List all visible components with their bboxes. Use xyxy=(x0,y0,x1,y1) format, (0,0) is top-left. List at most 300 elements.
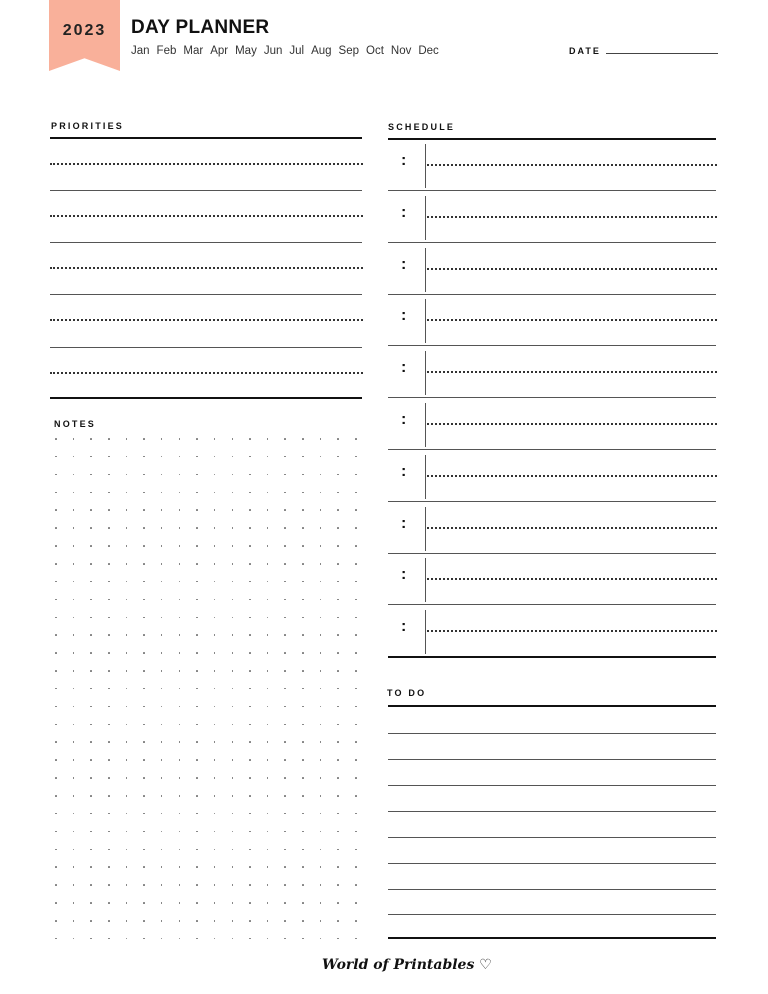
grid-dot xyxy=(108,795,110,797)
grid-dot xyxy=(355,831,357,833)
grid-dot xyxy=(284,652,286,654)
grid-dot xyxy=(196,920,198,922)
grid-dot xyxy=(73,849,75,851)
grid-dot xyxy=(55,456,57,458)
grid-dot xyxy=(73,724,75,726)
grid-dot xyxy=(55,938,57,940)
grid-dot xyxy=(267,938,269,940)
grid-dot xyxy=(196,849,198,851)
grid-dot xyxy=(196,813,198,815)
grid-dot xyxy=(55,581,57,583)
grid-dot xyxy=(161,795,163,797)
grid-dot xyxy=(214,831,216,833)
schedule-line[interactable] xyxy=(427,268,717,270)
schedule-line[interactable] xyxy=(427,216,717,218)
grid-dot xyxy=(143,777,145,779)
grid-dot xyxy=(337,706,339,708)
grid-dot xyxy=(55,438,57,440)
grid-dot xyxy=(55,509,57,511)
grid-dot xyxy=(179,509,181,511)
grid-dot xyxy=(143,741,145,743)
grid-dot xyxy=(126,545,128,547)
grid-dot xyxy=(73,527,75,529)
grid-dot xyxy=(214,724,216,726)
grid-dot xyxy=(337,438,339,440)
month-jan[interactable]: Jan xyxy=(131,45,150,57)
grid-dot xyxy=(214,920,216,922)
grid-dot xyxy=(320,938,322,940)
schedule-divider xyxy=(425,196,426,240)
schedule-line[interactable] xyxy=(427,371,717,373)
grid-dot xyxy=(55,759,57,761)
grid-dot xyxy=(302,724,304,726)
month-oct[interactable]: Oct xyxy=(366,45,384,57)
grid-dot xyxy=(337,724,339,726)
grid-dot xyxy=(143,849,145,851)
grid-dot xyxy=(196,777,198,779)
grid-dot xyxy=(161,938,163,940)
grid-dot xyxy=(179,724,181,726)
grid-dot xyxy=(337,599,339,601)
priority-line[interactable] xyxy=(50,319,363,321)
month-feb[interactable]: Feb xyxy=(156,45,177,57)
priority-divider xyxy=(50,347,362,348)
grid-dot xyxy=(232,581,234,583)
todo-line[interactable] xyxy=(388,889,716,890)
todo-line[interactable] xyxy=(388,914,716,915)
priority-line[interactable] xyxy=(50,163,363,165)
grid-dot xyxy=(320,527,322,529)
grid-dot xyxy=(179,581,181,583)
grid-dot xyxy=(355,545,357,547)
grid-dot xyxy=(232,527,234,529)
grid-dot xyxy=(90,438,92,440)
grid-dot xyxy=(90,724,92,726)
grid-dot xyxy=(73,545,75,547)
grid-dot xyxy=(249,670,251,672)
grid-dot xyxy=(90,688,92,690)
grid-dot xyxy=(249,777,251,779)
grid-dot xyxy=(355,706,357,708)
grid-dot xyxy=(108,545,110,547)
grid-dot xyxy=(320,634,322,636)
grid-dot xyxy=(320,795,322,797)
grid-dot xyxy=(232,759,234,761)
grid-dot xyxy=(302,509,304,511)
grid-dot xyxy=(249,617,251,619)
grid-dot xyxy=(355,884,357,886)
grid-dot xyxy=(55,474,57,476)
grid-dot xyxy=(55,688,57,690)
grid-dot xyxy=(320,759,322,761)
grid-dot xyxy=(284,813,286,815)
grid-dot xyxy=(249,831,251,833)
grid-dot xyxy=(108,652,110,654)
grid-dot xyxy=(337,777,339,779)
grid-dot xyxy=(302,849,304,851)
grid-dot xyxy=(73,759,75,761)
grid-dot xyxy=(214,849,216,851)
grid-dot xyxy=(108,866,110,868)
grid-dot xyxy=(55,634,57,636)
grid-dot xyxy=(161,777,163,779)
grid-dot xyxy=(196,634,198,636)
grid-dot xyxy=(90,527,92,529)
todo-line[interactable] xyxy=(388,759,716,760)
schedule-divider xyxy=(425,248,426,292)
todo-line[interactable] xyxy=(388,733,716,734)
grid-dot xyxy=(108,831,110,833)
grid-dot xyxy=(302,902,304,904)
date-field[interactable] xyxy=(606,53,718,54)
grid-dot xyxy=(126,759,128,761)
schedule-row-rule xyxy=(388,604,716,605)
month-jun[interactable]: Jun xyxy=(263,45,283,57)
grid-dot xyxy=(196,741,198,743)
grid-dot xyxy=(355,759,357,761)
priority-divider xyxy=(50,242,362,243)
grid-dot xyxy=(267,527,269,529)
priorities-bottom-rule xyxy=(50,397,362,399)
grid-dot xyxy=(249,492,251,494)
grid-dot xyxy=(196,938,198,940)
grid-dot xyxy=(232,688,234,690)
grid-dot xyxy=(320,866,322,868)
grid-dot xyxy=(196,652,198,654)
grid-dot xyxy=(355,777,357,779)
grid-dot xyxy=(249,741,251,743)
grid-dot xyxy=(196,724,198,726)
grid-dot xyxy=(90,741,92,743)
grid-dot xyxy=(108,563,110,565)
priority-line[interactable] xyxy=(50,267,363,269)
todo-line[interactable] xyxy=(388,863,716,864)
grid-dot xyxy=(320,884,322,886)
grid-dot xyxy=(55,902,57,904)
grid-dot xyxy=(214,902,216,904)
schedule-divider xyxy=(425,351,426,395)
grid-dot xyxy=(179,866,181,868)
schedule-line[interactable] xyxy=(427,319,717,321)
grid-dot xyxy=(126,438,128,440)
grid-dot xyxy=(108,902,110,904)
grid-dot xyxy=(302,492,304,494)
grid-dot xyxy=(214,688,216,690)
grid-dot xyxy=(179,902,181,904)
grid-dot xyxy=(249,724,251,726)
grid-dot xyxy=(55,849,57,851)
grid-dot xyxy=(249,849,251,851)
grid-dot xyxy=(108,706,110,708)
todo-line[interactable] xyxy=(388,837,716,838)
grid-dot xyxy=(355,741,357,743)
grid-dot xyxy=(214,438,216,440)
grid-dot xyxy=(179,759,181,761)
grid-dot xyxy=(179,706,181,708)
grid-dot xyxy=(267,706,269,708)
grid-dot xyxy=(108,741,110,743)
grid-dot xyxy=(355,724,357,726)
grid-dot xyxy=(320,652,322,654)
month-sep[interactable]: Sep xyxy=(338,45,360,57)
grid-dot xyxy=(90,866,92,868)
month-dec[interactable]: Dec xyxy=(418,45,439,57)
grid-dot xyxy=(214,545,216,547)
grid-dot xyxy=(90,920,92,922)
grid-dot xyxy=(320,902,322,904)
grid-dot xyxy=(179,527,181,529)
grid-dot xyxy=(232,902,234,904)
grid-dot xyxy=(90,492,92,494)
grid-dot xyxy=(267,724,269,726)
grid-dot xyxy=(337,456,339,458)
schedule-line[interactable] xyxy=(427,164,717,166)
grid-dot xyxy=(232,938,234,940)
grid-dot xyxy=(214,474,216,476)
grid-dot xyxy=(179,741,181,743)
grid-dot xyxy=(337,581,339,583)
grid-dot xyxy=(267,581,269,583)
grid-dot xyxy=(232,474,234,476)
grid-dot xyxy=(355,688,357,690)
grid-dot xyxy=(143,599,145,601)
grid-dot xyxy=(302,706,304,708)
grid-dot xyxy=(284,492,286,494)
grid-dot xyxy=(302,831,304,833)
time-separator: : xyxy=(401,462,407,480)
grid-dot xyxy=(355,795,357,797)
schedule-line[interactable] xyxy=(427,423,717,425)
grid-dot xyxy=(196,509,198,511)
priority-line[interactable] xyxy=(50,372,363,374)
month-jul[interactable]: Jul xyxy=(289,45,305,57)
grid-dot xyxy=(196,545,198,547)
grid-dot xyxy=(73,741,75,743)
schedule-line[interactable] xyxy=(427,475,717,477)
schedule-row-rule xyxy=(388,294,716,295)
grid-dot xyxy=(267,902,269,904)
grid-dot xyxy=(126,795,128,797)
grid-dot xyxy=(284,849,286,851)
grid-dot xyxy=(249,759,251,761)
schedule-line[interactable] xyxy=(427,630,717,632)
grid-dot xyxy=(90,474,92,476)
grid-dot xyxy=(284,688,286,690)
grid-dot xyxy=(196,866,198,868)
schedule-divider xyxy=(425,144,426,188)
grid-dot xyxy=(73,706,75,708)
grid-dot xyxy=(126,849,128,851)
grid-dot xyxy=(108,474,110,476)
priority-line[interactable] xyxy=(50,215,363,217)
grid-dot xyxy=(249,527,251,529)
grid-dot xyxy=(108,688,110,690)
grid-dot xyxy=(284,884,286,886)
grid-dot xyxy=(143,563,145,565)
grid-dot xyxy=(355,866,357,868)
grid-dot xyxy=(179,813,181,815)
grid-dot xyxy=(73,599,75,601)
grid-dot xyxy=(214,509,216,511)
grid-dot xyxy=(214,492,216,494)
grid-dot xyxy=(73,563,75,565)
grid-dot xyxy=(232,795,234,797)
grid-dot xyxy=(232,741,234,743)
grid-dot xyxy=(355,849,357,851)
todo-line[interactable] xyxy=(388,811,716,812)
grid-dot xyxy=(179,492,181,494)
month-mar[interactable]: Mar xyxy=(183,45,204,57)
grid-dot xyxy=(55,884,57,886)
month-apr[interactable]: Apr xyxy=(210,45,229,57)
grid-dot xyxy=(302,456,304,458)
grid-dot xyxy=(161,902,163,904)
schedule-row-rule xyxy=(388,345,716,346)
grid-dot xyxy=(55,492,57,494)
grid-dot xyxy=(161,581,163,583)
grid-dot xyxy=(249,938,251,940)
month-list xyxy=(131,45,439,57)
grid-dot xyxy=(73,474,75,476)
grid-dot xyxy=(108,599,110,601)
grid-dot xyxy=(143,831,145,833)
grid-dot xyxy=(196,706,198,708)
grid-dot xyxy=(284,938,286,940)
grid-dot xyxy=(73,866,75,868)
todo-top-rule xyxy=(388,705,716,707)
grid-dot xyxy=(126,634,128,636)
grid-dot xyxy=(284,706,286,708)
grid-dot xyxy=(73,438,75,440)
grid-dot xyxy=(179,688,181,690)
grid-dot xyxy=(320,456,322,458)
month-nov[interactable]: Nov xyxy=(390,45,412,57)
grid-dot xyxy=(302,527,304,529)
month-aug[interactable]: Aug xyxy=(311,45,332,57)
grid-dot xyxy=(320,777,322,779)
grid-dot xyxy=(337,563,339,565)
todo-line[interactable] xyxy=(388,785,716,786)
grid-dot xyxy=(302,795,304,797)
grid-dot xyxy=(90,902,92,904)
grid-dot xyxy=(355,527,357,529)
grid-dot xyxy=(161,884,163,886)
grid-dot xyxy=(143,581,145,583)
grid-dot xyxy=(355,599,357,601)
grid-dot xyxy=(143,866,145,868)
grid-dot xyxy=(196,617,198,619)
grid-dot xyxy=(73,509,75,511)
schedule-line[interactable] xyxy=(427,527,717,529)
notes-heading: NOTES xyxy=(54,419,97,429)
grid-dot xyxy=(337,545,339,547)
time-separator: : xyxy=(401,307,407,325)
grid-dot xyxy=(320,599,322,601)
grid-dot xyxy=(267,492,269,494)
grid-dot xyxy=(143,492,145,494)
grid-dot xyxy=(108,617,110,619)
grid-dot xyxy=(267,688,269,690)
grid-dot xyxy=(214,599,216,601)
grid-dot xyxy=(214,652,216,654)
grid-dot xyxy=(284,741,286,743)
grid-dot xyxy=(196,688,198,690)
grid-dot xyxy=(337,759,339,761)
grid-dot xyxy=(302,581,304,583)
grid-dot xyxy=(337,813,339,815)
grid-dot xyxy=(161,563,163,565)
grid-dot xyxy=(161,652,163,654)
grid-dot xyxy=(108,527,110,529)
grid-dot xyxy=(126,652,128,654)
grid-dot xyxy=(90,509,92,511)
grid-dot xyxy=(126,474,128,476)
grid-dot xyxy=(126,581,128,583)
month-may[interactable]: May xyxy=(235,45,257,57)
grid-dot xyxy=(302,563,304,565)
grid-dot xyxy=(232,724,234,726)
grid-dot xyxy=(267,509,269,511)
grid-dot xyxy=(320,849,322,851)
grid-dot xyxy=(320,831,322,833)
grid-dot xyxy=(355,438,357,440)
grid-dot xyxy=(161,634,163,636)
grid-dot xyxy=(337,492,339,494)
grid-dot xyxy=(284,759,286,761)
grid-dot xyxy=(179,884,181,886)
grid-dot xyxy=(249,795,251,797)
grid-dot xyxy=(320,920,322,922)
grid-dot xyxy=(90,599,92,601)
grid-dot xyxy=(55,599,57,601)
grid-dot xyxy=(249,866,251,868)
grid-dot xyxy=(302,438,304,440)
grid-dot xyxy=(302,670,304,672)
grid-dot xyxy=(232,438,234,440)
grid-dot xyxy=(161,706,163,708)
grid-dot xyxy=(337,527,339,529)
grid-dot xyxy=(90,563,92,565)
grid-dot xyxy=(232,509,234,511)
grid-dot xyxy=(320,706,322,708)
grid-dot xyxy=(302,599,304,601)
grid-dot xyxy=(284,581,286,583)
schedule-row-rule xyxy=(388,501,716,502)
grid-dot xyxy=(196,492,198,494)
grid-dot xyxy=(196,438,198,440)
grid-dot xyxy=(214,938,216,940)
schedule-line[interactable] xyxy=(427,578,717,580)
grid-dot xyxy=(355,670,357,672)
grid-dot xyxy=(320,617,322,619)
grid-dot xyxy=(73,617,75,619)
priority-divider xyxy=(50,294,362,295)
grid-dot xyxy=(320,492,322,494)
grid-dot xyxy=(179,634,181,636)
grid-dot xyxy=(302,634,304,636)
grid-dot xyxy=(214,456,216,458)
grid-dot xyxy=(214,813,216,815)
grid-dot xyxy=(126,688,128,690)
grid-dot xyxy=(126,670,128,672)
grid-dot xyxy=(214,617,216,619)
grid-dot xyxy=(73,813,75,815)
grid-dot xyxy=(108,581,110,583)
grid-dot xyxy=(320,813,322,815)
grid-dot xyxy=(179,670,181,672)
grid-dot xyxy=(55,866,57,868)
grid-dot xyxy=(73,938,75,940)
